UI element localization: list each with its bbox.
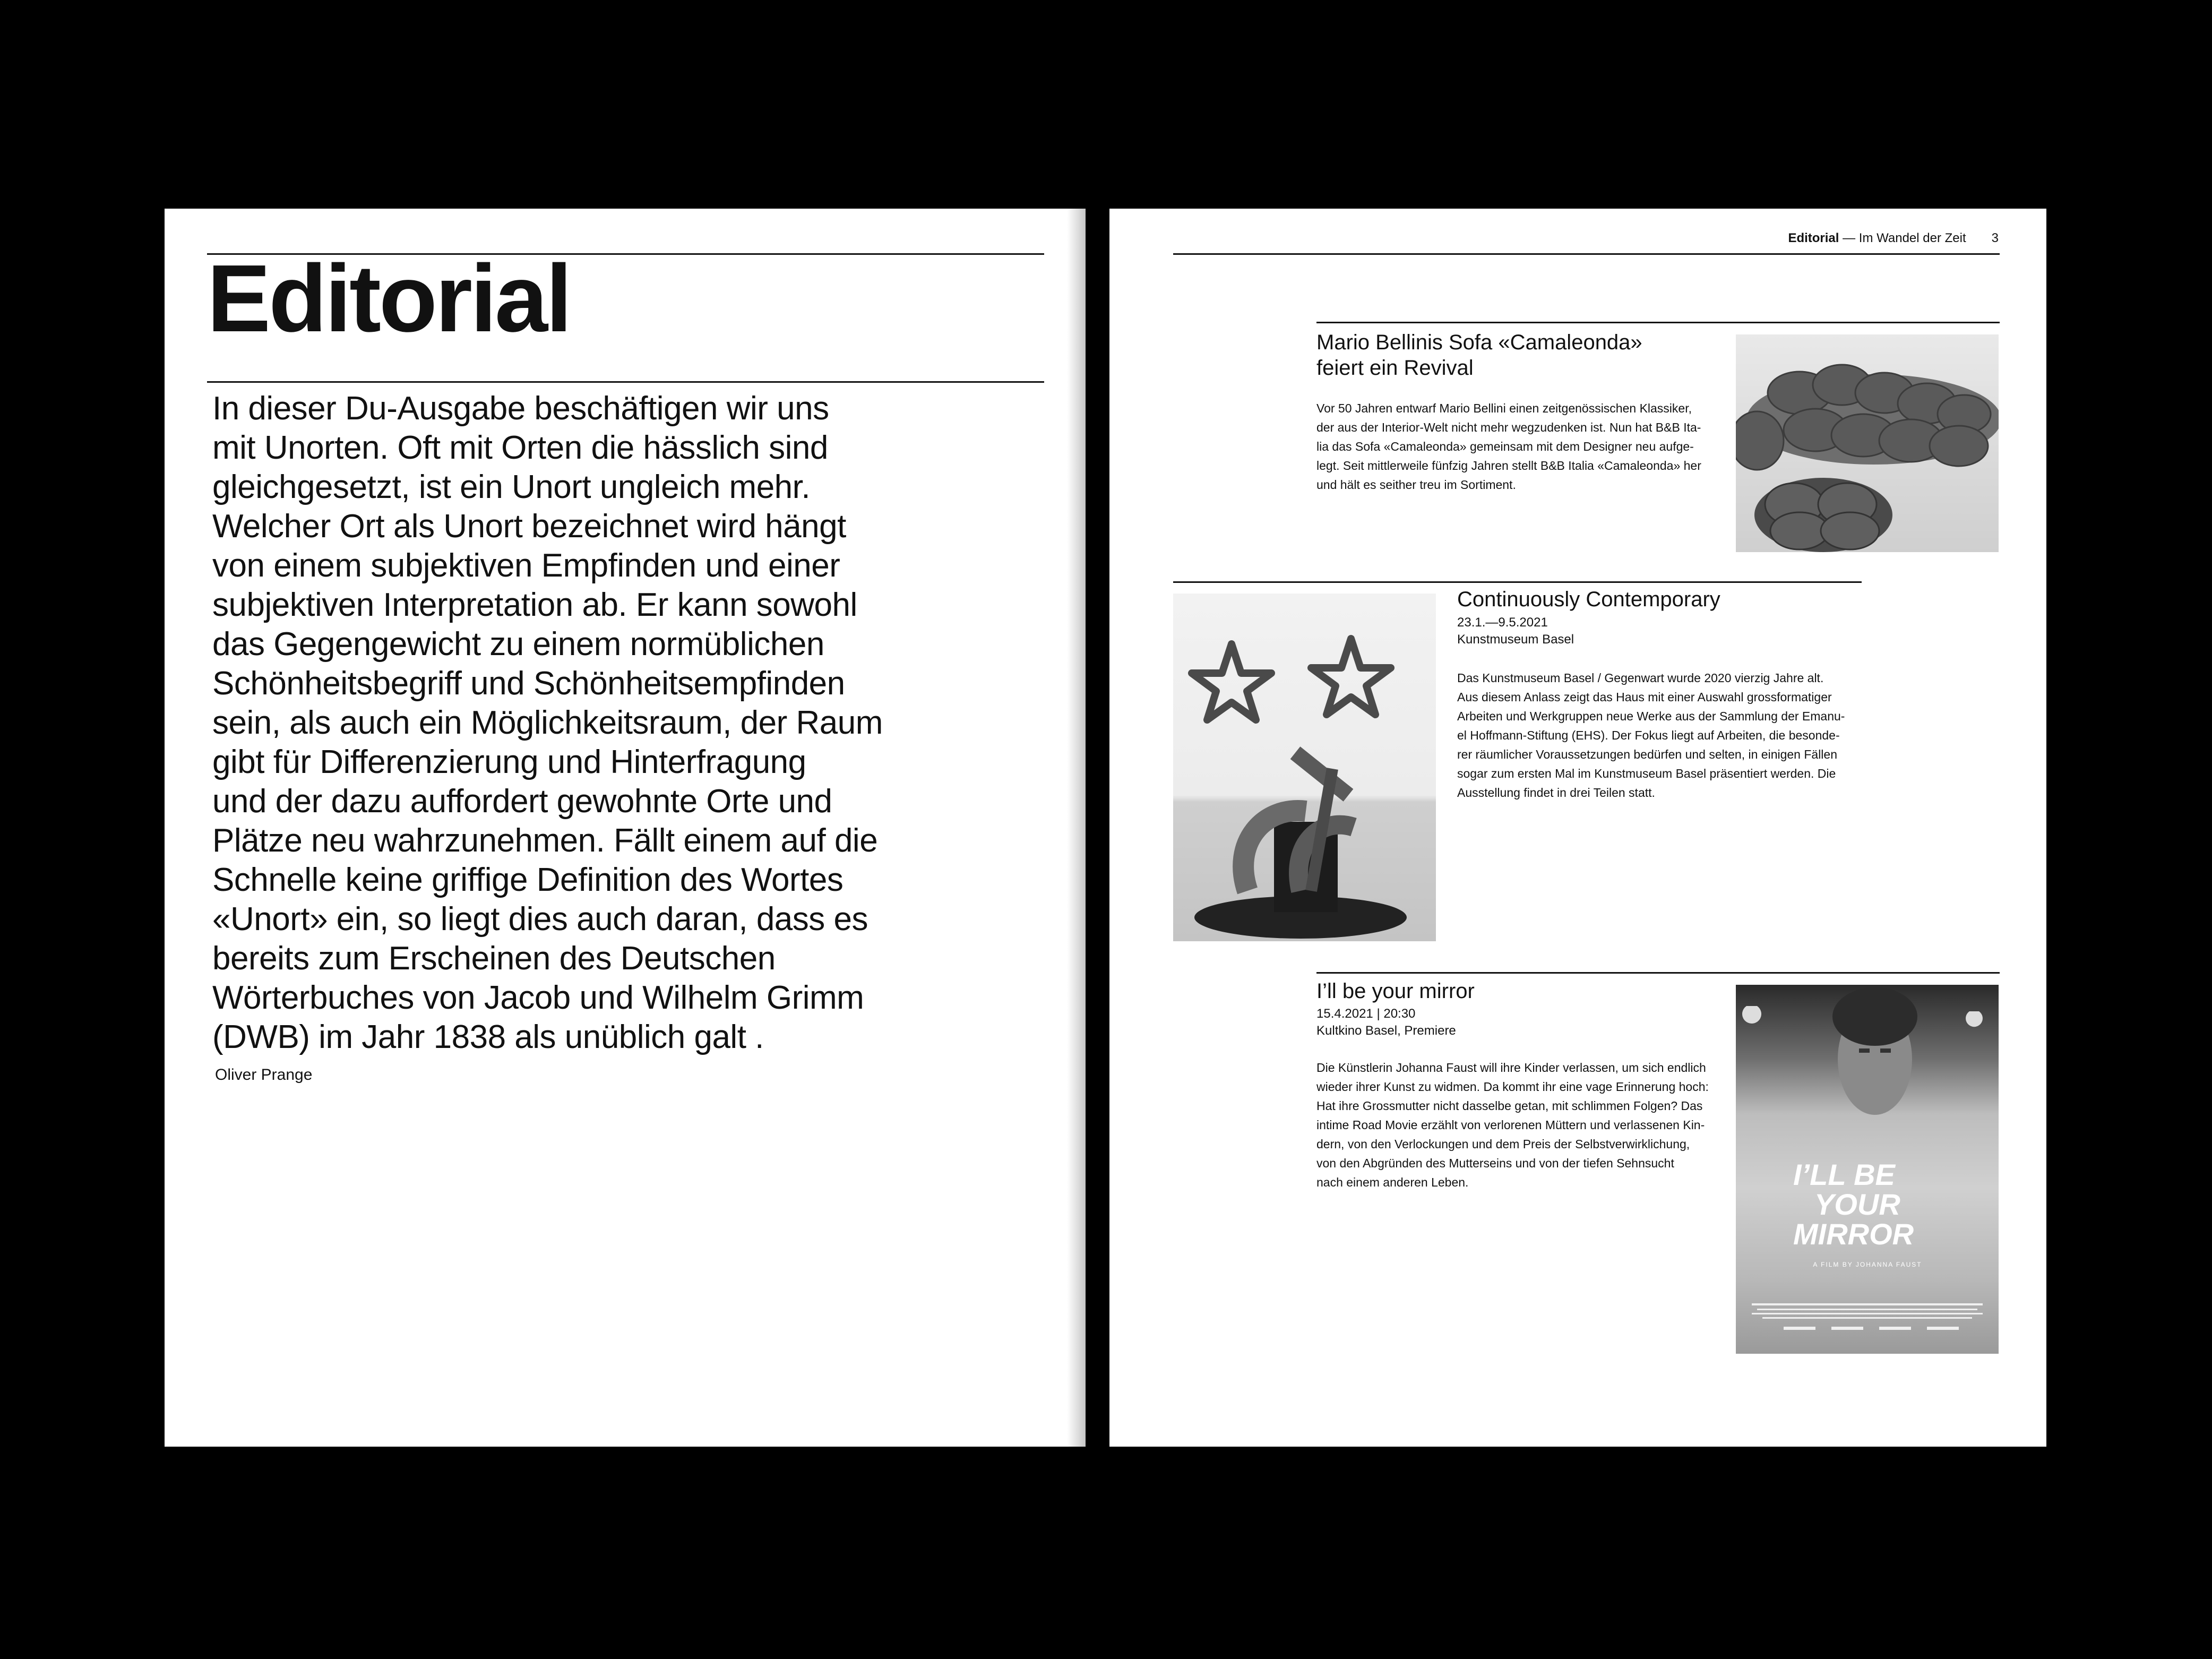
article-rule bbox=[1173, 581, 1862, 583]
body-line: Schnelle keine griffige Definition des Wortes bbox=[212, 862, 844, 898]
body-line: das Gegengewicht zu einem normüblichen bbox=[212, 626, 824, 663]
body-line: und der dazu auffordert gewohnte Orte und bbox=[212, 783, 832, 820]
poster-face-illustration bbox=[1736, 985, 1999, 1144]
body-line: Plätze neu wahrzunehmen. Fällt einem auf die bbox=[212, 822, 878, 859]
title-line: Mario Bellinis Sofa «Camaleonda» bbox=[1316, 331, 1642, 354]
body-line: el Hoffmann-Stiftung (EHS). Der Fokus liegt auf Arbeiten, die besonde- bbox=[1457, 728, 1840, 742]
article-title: Continuously Contemporary bbox=[1457, 588, 1720, 611]
article-rule bbox=[1316, 322, 2000, 323]
sofa-photo bbox=[1736, 334, 1999, 552]
body-line: bereits zum Erscheinen des Deutschen bbox=[212, 940, 776, 977]
body-line: lia das Sofa «Camaleonda» gemeinsam mit dem Designer neu aufge- bbox=[1316, 440, 1694, 453]
body-line: Die Künstlerin Johanna Faust will ihre Kinder verlassen, um sich endlich bbox=[1316, 1061, 1706, 1075]
poster-title-line: MIRROR bbox=[1793, 1217, 1914, 1251]
left-page bbox=[165, 209, 1086, 1447]
title-rule bbox=[207, 381, 1044, 383]
body-line: wieder ihrer Kunst zu widmen. Da kommt ihr eine vage Erinnerung hoch: bbox=[1316, 1080, 1709, 1094]
body-line: Wörterbuches von Jacob und Wilhelm Grimm bbox=[212, 979, 864, 1016]
article-body bbox=[1316, 1058, 1709, 1192]
body-line: (DWB) im Jahr 1838 als unüblich galt . bbox=[212, 1019, 764, 1055]
right-page bbox=[1109, 209, 2046, 1447]
article-rule bbox=[1316, 972, 2000, 974]
film-poster bbox=[1736, 985, 1999, 1354]
body-line: legt. Seit mittlerweile fünfzig Jahren stellt B&B Italia «Camaleonda» her bbox=[1316, 459, 1701, 472]
poster-title-line: I’LL BE bbox=[1793, 1158, 1895, 1191]
body-line: Hat ihre Grossmutter nicht dasselbe getan, mit schlimmen Folgen? Das bbox=[1316, 1099, 1703, 1113]
page-number: 3 bbox=[1991, 231, 1999, 245]
article-venue: Kultkino Basel, Premiere bbox=[1316, 1024, 1456, 1038]
title-line: feiert ein Revival bbox=[1316, 356, 1474, 380]
body-line: gleichgesetzt, ist ein Unort ungleich mehr. bbox=[212, 469, 811, 505]
article-venue: Kunstmuseum Basel bbox=[1457, 632, 1574, 647]
body-line: rer räumlicher Voraussetzungen bedürfen und selten, in einigen Fällen bbox=[1457, 747, 1837, 761]
header-section: Editorial bbox=[1788, 231, 1839, 245]
body-line: von den Abgründen des Mutterseins und von der tiefen Sehnsucht bbox=[1316, 1156, 1674, 1170]
editorial-title: Editorial bbox=[207, 245, 571, 352]
body-line: und hält es seither treu im Sortiment. bbox=[1316, 478, 1516, 492]
poster-subtitle: A FILM BY JOHANNA FAUST bbox=[1813, 1261, 1922, 1268]
body-line: von einem subjektiven Empfinden und einer bbox=[212, 547, 840, 584]
article-date: 23.1.—9.5.2021 bbox=[1457, 615, 1548, 630]
body-line: In dieser Du-Ausgabe beschäftigen wir uns bbox=[212, 390, 829, 427]
art-photo bbox=[1173, 594, 1436, 941]
body-line: gibt für Differenzierung und Hinterfragung bbox=[212, 744, 806, 780]
body-line: sogar zum ersten Mal im Kunstmuseum Basel präsentiert werden. Die bbox=[1457, 767, 1836, 780]
body-line: Arbeiten und Werkgruppen neue Werke aus der Sammlung der Emanu- bbox=[1457, 709, 1845, 723]
body-line: Ausstellung findet in drei Teilen statt. bbox=[1457, 786, 1655, 800]
body-line: Das Kunstmuseum Basel / Gegenwart wurde 2020 vierzig Jahre alt. bbox=[1457, 671, 1824, 685]
article-body bbox=[1316, 399, 1701, 494]
body-line: nach einem anderen Leben. bbox=[1316, 1175, 1469, 1189]
body-line: «Unort» ein, so liegt dies auch daran, dass es bbox=[212, 901, 868, 938]
body-line: sein, als auch ein Möglichkeitsraum, der Raum bbox=[212, 704, 883, 741]
header-rule bbox=[1173, 253, 2000, 255]
article-title bbox=[1316, 330, 1642, 381]
body-line: der aus der Interior-Welt nicht mehr wegzudenken ist. Nun hat B&B Ita- bbox=[1316, 420, 1701, 434]
sculpture-illustration bbox=[1173, 594, 1436, 941]
body-line: subjektiven Interpretation ab. Er kann sowohl bbox=[212, 587, 857, 623]
body-line: mit Unorten. Oft mit Orten die hässlich sind bbox=[212, 429, 828, 466]
body-line: Welcher Ort als Unort bezeichnet wird hängt bbox=[212, 508, 846, 545]
running-header bbox=[1788, 231, 1999, 246]
article-body bbox=[1457, 668, 1845, 802]
poster-title-line: YOUR bbox=[1814, 1188, 1900, 1221]
body-line: Vor 50 Jahren entwarf Mario Bellini einen zeitgenössischen Klassiker, bbox=[1316, 401, 1692, 415]
article-title: I’ll be your mirror bbox=[1316, 979, 1475, 1003]
body-line: intime Road Movie erzählt von verlorenen Müttern und verlassenen Kin- bbox=[1316, 1118, 1705, 1132]
poster-title bbox=[1793, 1160, 1952, 1249]
sofa-illustration bbox=[1736, 334, 1999, 552]
body-line: Schönheitsbegriff und Schönheitsempfinden bbox=[212, 665, 845, 702]
editorial-body bbox=[212, 389, 1086, 1057]
header-subtitle: — Im Wandel der Zeit bbox=[1839, 231, 1966, 245]
editorial-author: Oliver Prange bbox=[215, 1066, 313, 1084]
body-line: Aus diesem Anlass zeigt das Haus mit einer Auswahl grossformatiger bbox=[1457, 690, 1832, 704]
poster-credits-block bbox=[1752, 1303, 1983, 1335]
body-line: dern, von den Verlockungen und dem Preis der Selbstverwirklichung, bbox=[1316, 1137, 1690, 1151]
article-date: 15.4.2021 | 20:30 bbox=[1316, 1007, 1416, 1021]
